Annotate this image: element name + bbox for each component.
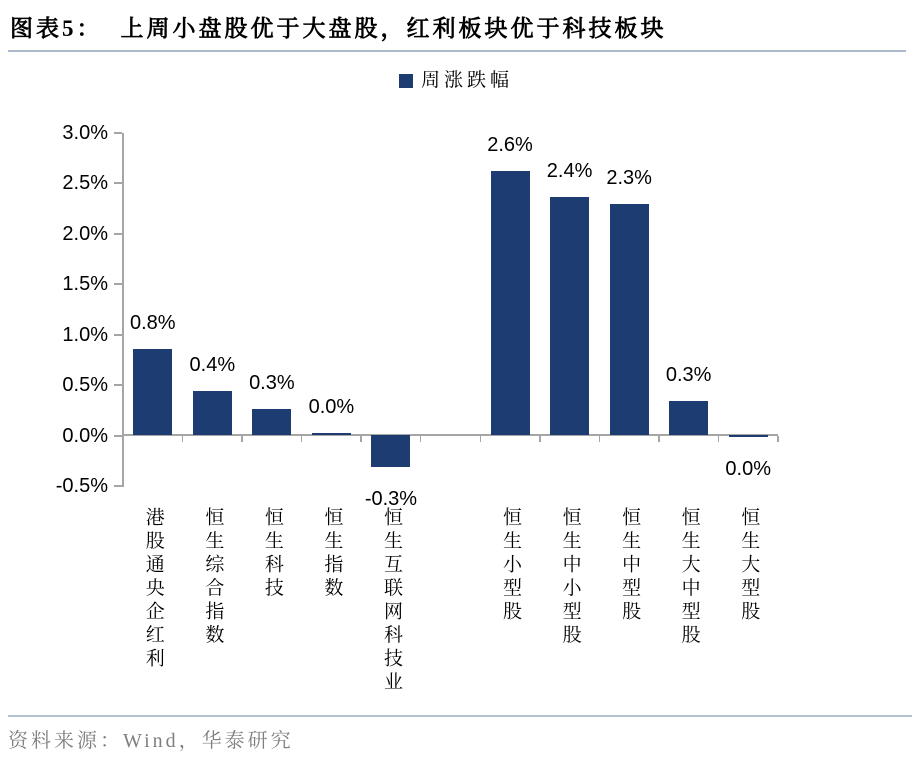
bar-value-label: 0.0% [725,458,772,481]
x-axis-tick [301,436,303,442]
x-axis-category-label: 恒生中型股 [619,507,641,625]
bar [669,401,708,435]
source-note: 资料来源：Wind，华泰研究 [8,730,294,752]
bar-value-label: 2.6% [487,133,533,156]
bar-value-label: 0.8% [129,312,176,335]
x-axis-tick [718,436,720,442]
x-axis-tick [182,436,184,442]
bar-value-label: -0.3% [364,488,418,511]
bar-value-label: 0.4% [189,353,236,376]
bar-value-label: 0.3% [249,371,295,394]
x-axis-tick [777,436,779,442]
x-axis-tick [241,436,243,442]
y-axis-tick-label: 1.5% [62,273,108,296]
footer-divider [8,715,912,717]
bar-value-label: 2.4% [546,159,593,182]
x-axis-tick [360,436,362,442]
y-axis-tick-label: 0.5% [62,374,108,397]
bar [729,435,768,437]
x-axis-tick [420,436,422,442]
y-axis-tick [114,233,122,235]
bar [312,433,351,435]
x-axis-category-label: 恒生互联网科技业 [380,507,402,695]
y-axis-tick [114,384,122,386]
y-axis-tick [114,435,122,437]
x-axis-category-label: 恒生大型股 [738,507,760,625]
figure-title-text: 上周小盘股优于大盘股，红利板块优于科技板块 [120,16,667,41]
bar [610,204,649,435]
y-axis-tick-label: -0.5% [55,475,108,497]
legend-series-label: 周涨跌幅 [420,70,513,91]
bar [491,171,530,435]
y-axis-tick [114,485,122,487]
x-axis-tick [599,436,601,442]
y-axis-tick [114,182,122,184]
bar [193,391,232,435]
y-axis-tick-label: 1.0% [62,323,108,346]
x-axis-category-label: 恒生大中型股 [678,507,700,648]
bar [371,435,410,467]
bar-value-label: 0.0% [308,395,355,418]
y-axis-tick-label: 0.0% [62,424,108,447]
x-axis-category-label: 恒生小型股 [500,507,522,625]
bar-value-label: 2.3% [606,167,652,190]
x-axis-tick [658,436,660,442]
y-axis-tick [114,132,122,134]
x-axis-category-label: 恒生科技 [261,507,283,601]
figure-number-label: 图表5： [10,16,103,41]
y-axis-tick [114,283,122,285]
y-axis-tick-label: 2.5% [62,172,108,195]
y-axis-tick-label: 2.0% [62,222,108,245]
x-axis-tick [480,436,482,442]
x-axis-category-label: 港股通央企红利 [142,507,164,672]
bar [550,197,589,435]
bar-value-label: 0.3% [665,363,712,386]
x-axis-tick [122,436,124,442]
x-axis-tick [539,436,541,442]
y-axis-tick-label: 3.0% [62,122,108,144]
x-axis-category-label: 恒生指数 [321,507,343,601]
x-axis-category-label: 恒生中小型股 [559,507,581,648]
x-axis-category-label: 恒生综合指数 [202,507,224,648]
